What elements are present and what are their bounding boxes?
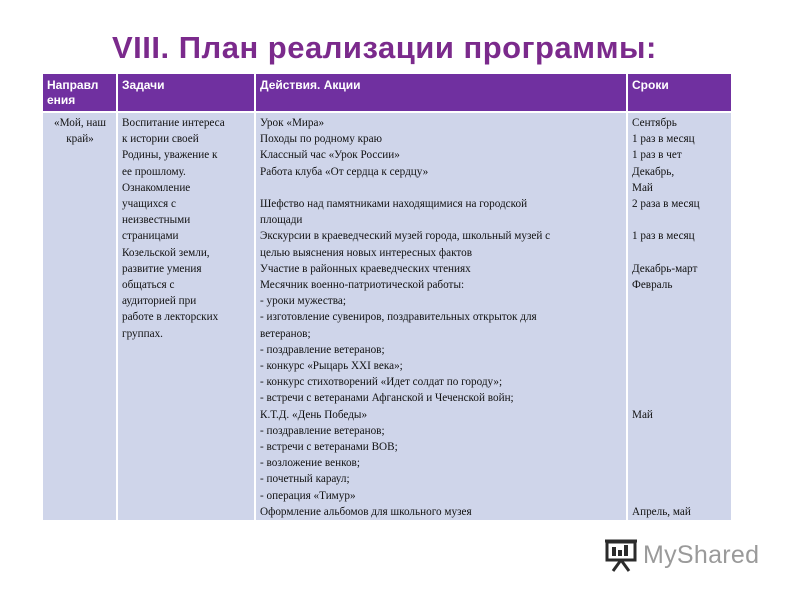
cell-line [632, 309, 728, 325]
cell-line [632, 358, 728, 374]
cell-line: - встречи с ветеранами ВОВ; [260, 441, 398, 454]
cell-line: - конкурс стихотворений «Идет солдат по городу»; [260, 376, 503, 389]
table-row [43, 112, 731, 520]
cell-line: Шефство над памятниками находящимися на городской [260, 198, 528, 210]
cell-line [632, 471, 728, 487]
program-plan-table [43, 74, 731, 520]
cell-line: Февраль [632, 279, 673, 291]
cell-direction [43, 112, 117, 520]
cell-line: Оформление альбомов для школьного музея [260, 505, 472, 518]
header-directions: Направл ения [43, 74, 117, 112]
cell-line [632, 487, 728, 503]
cell-line: 1 раз в месяц [632, 230, 695, 243]
cell-line: - конкурс «Рыцарь XXI века»; [260, 360, 403, 373]
cell-line: Декабрь-март [632, 262, 698, 275]
cell-line [632, 423, 728, 439]
cell-line: - возложение венков; [260, 457, 360, 470]
cell-line: Ознакомление [122, 181, 191, 194]
logo-text: MyShared [643, 540, 760, 569]
cell-line: Декабрь, [632, 165, 675, 178]
cell-actions [255, 112, 627, 520]
cell-line: - операция «Тимур» [260, 489, 356, 502]
cell-line [632, 212, 728, 228]
cell-line: - встречи с ветеранами Афганской и Чеченской войн; [260, 392, 514, 405]
cell-line [632, 342, 728, 358]
cell-line: к истории своей [122, 133, 199, 146]
cell-line: Месячник военно-патриотической работы: [260, 279, 465, 292]
cell-line: Май [632, 181, 653, 194]
cell-deadlines [627, 112, 731, 520]
cell-line [632, 439, 728, 455]
cell-line: ее прошлому. [122, 165, 186, 178]
cell-line: Участие в районных краеведческих чтениях [260, 262, 471, 275]
cell-line [632, 326, 728, 342]
cell-line: 1 раз в месяц [632, 133, 695, 146]
cell-line [632, 374, 728, 390]
cell-line [260, 180, 623, 196]
cell-line: ветеранов; [260, 327, 311, 340]
cell-line: Экскурсии в краеведческий музей города, школьный музей с [260, 230, 551, 243]
cell-line: - изготовление сувениров, поздравительных открыток для [260, 311, 537, 324]
cell-line: Классный час «Урок России» [260, 149, 400, 162]
cell-line [632, 455, 728, 471]
cell-line: страницами [122, 230, 179, 243]
cell-line: аудиторией при [122, 295, 197, 308]
cell-line: - поздравление ветеранов; [260, 424, 385, 437]
cell-line: - почетный караул; [260, 473, 350, 486]
header-tasks: Задачи [117, 74, 255, 112]
page-title: VIII. План реализации программы: [112, 30, 657, 65]
cell-line: Походы по родному краю [260, 133, 382, 146]
cell-line: Работа клуба «От сердца к сердцу» [260, 165, 429, 178]
table-header-row [43, 74, 731, 112]
cell-line: 1 раз в чет [632, 149, 682, 162]
cell-line: Апрель, май [632, 505, 691, 518]
cell-line [632, 390, 728, 406]
cell-line: Козельской земли, [122, 246, 210, 259]
cell-line: - поздравление ветеранов; [260, 343, 385, 356]
cell-line: Воспитание интереса [122, 117, 225, 129]
cell-line: «Мой, наш [53, 117, 106, 129]
cell-line: группах. [122, 327, 163, 340]
cell-line: край» [66, 133, 94, 146]
cell-line: Родины, уважение к [122, 149, 218, 162]
cell-line: Сентябрь [632, 117, 677, 129]
cell-line: учащихся с [122, 198, 176, 211]
cell-line: 2 раза в месяц [632, 198, 700, 211]
cell-line: неизвестными [122, 214, 191, 227]
presentation-board-icon [603, 538, 639, 572]
cell-tasks [117, 112, 255, 520]
cell-line: общаться с [122, 279, 175, 292]
header-actions: Действия. Акции [255, 74, 627, 112]
cell-line: площади [260, 214, 303, 227]
cell-line: К.Т.Д. «День Победы» [260, 408, 368, 421]
cell-line: Май [632, 408, 653, 421]
cell-line: - уроки мужества; [260, 295, 346, 308]
cell-line: целью выяснения новых интересных фактов [260, 246, 472, 259]
cell-line [632, 245, 728, 261]
cell-line: Урок «Мира» [260, 117, 325, 129]
cell-line [632, 293, 728, 309]
myshared-logo [603, 538, 759, 572]
cell-line: развитие умения [122, 262, 202, 275]
cell-line: работе в лекторских [122, 311, 219, 324]
header-deadlines: Сроки [627, 74, 731, 112]
